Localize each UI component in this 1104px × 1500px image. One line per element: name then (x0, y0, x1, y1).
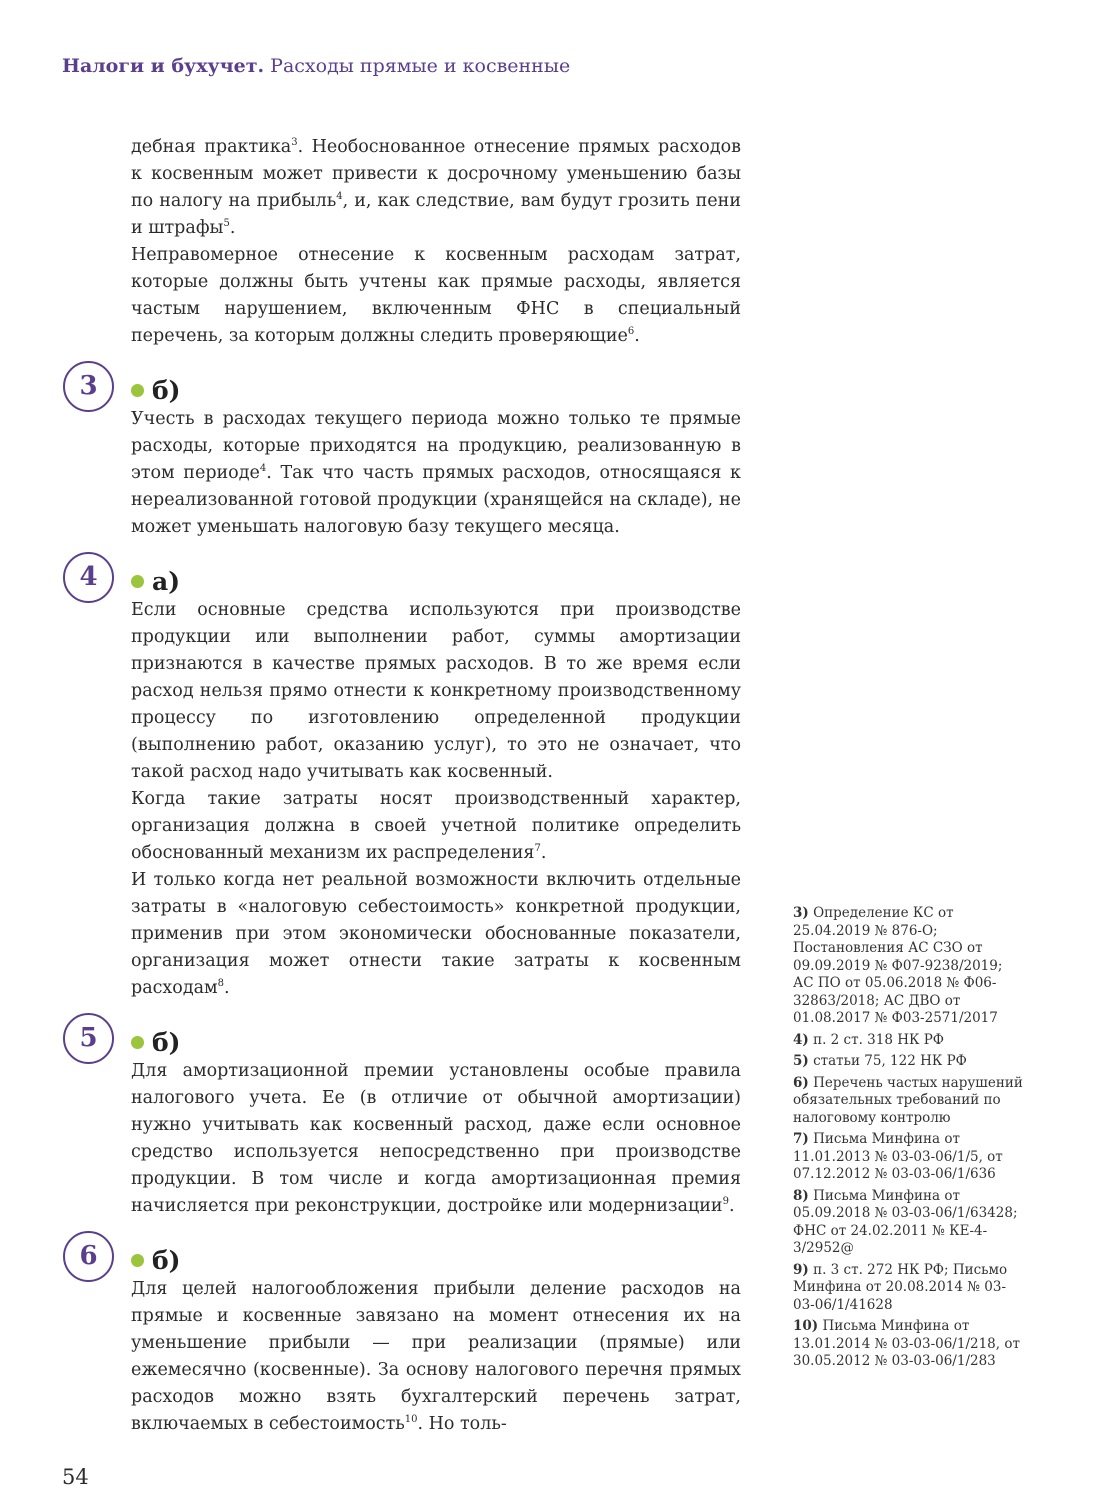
answer-paragraph (131, 1058, 741, 1220)
text-span: . (634, 326, 640, 346)
footnote (793, 1053, 1023, 1071)
question-number-badge: 4 (63, 552, 114, 603)
footnote-text: Письма Минфина от 13.01.2014 № 03-03-06/1/218, от 30.05.2012 № 03-03-06/1/283 (793, 1318, 1020, 1369)
footnote (793, 1032, 1023, 1050)
answer-3 (79, 371, 741, 541)
text-span: Для целей налогообложения прибыли деление расходов на прямые и косвенные завязано на момент отнесения их на уменьшение прибыли — при реализации (прямые) или ежемесячно (косвенные). За основу налогового перечня прямых расходов можно взять бухгалтерский перечень затрат, включаемых в себестоимость (131, 1279, 741, 1434)
footnote-ref: 5 (223, 218, 230, 229)
footnote (793, 1318, 1023, 1371)
footnote-ref: 6 (627, 326, 635, 337)
bullet-dot-icon (131, 384, 144, 397)
answer-5 (79, 1023, 741, 1220)
footnote (793, 1188, 1023, 1258)
footnote-text: п. 3 ст. 272 НК РФ; Письмо Минфина от 20.08.2014 № 03-03-06/1/41628 (793, 1261, 1008, 1313)
footnote (793, 1075, 1023, 1128)
header-section: Налоги и бухучет. (62, 55, 265, 77)
text-span: , и, как следствие, вам будут грозить пени и штрафы (131, 191, 741, 238)
answer-paragraph (131, 406, 741, 541)
text-span: Неправомерное отнесение к косвенным расходам затрат, которые должны быть учтены как прямые расходы, является частым нарушением, включенным ФНС в специальный перечень, за которым должны следить проверяющие (131, 245, 741, 346)
footnote-text: Определение КС от 25.04.2019 № 876-О; Постановления АС СЗО от 09.09.2019 № Ф07-9238/2019; АС ПО от 05.06.2018 № Ф06-32863/2018; АС ДВО от 01.08.2017 № Ф03-2571/2017 (793, 905, 1003, 1026)
text-span: . (540, 843, 547, 863)
footnote-text: п. 2 ст. 318 НК РФ (813, 1031, 945, 1048)
footnote-ref: 4 (259, 463, 267, 474)
bullet-dot-icon (131, 1036, 144, 1049)
footnote-number: 4) (793, 1031, 809, 1048)
page-number: 54 (62, 1465, 89, 1489)
text-span: . Но толь- (417, 1414, 507, 1434)
footnote-number: 10) (793, 1318, 819, 1334)
answer-paragraph: Если основные средства используются при производстве продукции или выполнении работ, суммы амортизации признаются в качестве прямых расходов. В то же время если расход нельзя прямо отнести к конкретному производственному процессу по изготовлению определенной продукции (выполнению работ, оказанию услуг), то это не означает, что такой расход надо учитывать как косвенный. (131, 600, 741, 782)
question-number-badge: 6 (63, 1231, 114, 1282)
text-span: Учесть в расходах текущего периода можно только те прямые расходы, которые приходятся на продукцию, реализованную в этом периоде (131, 409, 741, 483)
answer-letter: б) (152, 1246, 181, 1275)
text-span: . (728, 1196, 735, 1216)
text-span: . (229, 218, 236, 238)
footnote-number: 7) (793, 1131, 809, 1147)
footnote-number: 5) (793, 1053, 809, 1069)
footnotes-column (793, 905, 1023, 1375)
bullet-dot-icon (131, 1254, 144, 1267)
text-span: . Необоснованное отнесение прямых расходов к косвенным может привести к досрочному уменьшению базы по налогу на прибыль (131, 137, 741, 211)
footnote-ref: 4 (336, 191, 343, 202)
answer-letter: а) (152, 567, 181, 596)
answer-paragraph (131, 786, 741, 867)
footnote-number: 3) (793, 905, 809, 921)
text-span: дебная практика (131, 137, 292, 157)
footnote-ref: 8 (217, 978, 225, 989)
footnote (793, 1131, 1023, 1184)
footnote-text: статьи 75, 122 НК РФ (813, 1053, 967, 1069)
footnote-ref: 3 (291, 137, 298, 148)
answer-paragraph (131, 1276, 741, 1438)
footnote-text: Перечень частых нарушений обязательных требований по налоговому контролю (793, 1074, 1023, 1126)
answer-paragraph (131, 867, 741, 1002)
answer-heading (131, 376, 741, 405)
header-title: Расходы прямые и косвенные (270, 55, 571, 77)
text-span: Для амортизационной премии установлены особые правила налогового учета. Ее (в отличие от обычной амортизации) нужно учитывать как косвенный расход, даже если основное средство используется непосредственно при производстве продукции. В том числе и когда амортизационная премия начисляется при реконструкции, достройке или модернизации (131, 1061, 741, 1216)
text-span: . (224, 978, 230, 998)
footnote (793, 1262, 1023, 1315)
running-header (62, 55, 570, 77)
bullet-dot-icon (131, 575, 144, 588)
footnote-text: Письма Минфина от 11.01.2013 № 03-03-06/1/5, от 07.12.2012 № 03-03-06/1/636 (793, 1131, 1003, 1182)
intro-paragraph-2 (131, 242, 741, 350)
footnote-ref: 7 (534, 843, 541, 854)
answer-6 (79, 1241, 741, 1438)
footnote-number: 8) (793, 1187, 809, 1204)
footnote-number: 6) (793, 1074, 809, 1091)
intro-paragraph-1 (131, 134, 741, 242)
text-span: . Так что часть прямых расходов, относящаяся к нереализованной готовой продукции (хранящейся на складе), не может уменьшать налоговую базу текущего месяца. (131, 463, 741, 537)
answer-heading (131, 1246, 741, 1275)
footnote-text: Письма Минфина от 05.09.2018 № 03-03-06/1/63428; ФНС от 24.02.2011 № КЕ-4-3/2952@ (793, 1187, 1018, 1256)
footnote-ref: 9 (722, 1196, 729, 1207)
footnote (793, 905, 1023, 1028)
answer-4 (79, 562, 741, 1002)
footnote-ref: 10 (404, 1414, 418, 1425)
intro-block (131, 134, 741, 350)
text-span: И только когда нет реальной возможности включить отдельные затраты в «налоговую себестоимость» конкретной продукции, применив при этом экономически обоснованные показатели, организация может отнести такие затраты к косвенным расходам (131, 870, 741, 998)
answer-heading (131, 1028, 741, 1057)
footnote-number: 9) (793, 1261, 809, 1278)
question-number-badge: 5 (63, 1013, 114, 1064)
answer-heading (131, 567, 741, 596)
main-text (79, 134, 741, 1438)
question-number-badge: 3 (63, 361, 114, 412)
text-span: Когда такие затраты носят производственный характер, организация должна в своей учетной политике определить обоснованный механизм их распределения (131, 789, 741, 863)
answer-letter: б) (152, 376, 181, 405)
answer-letter: б) (152, 1028, 181, 1057)
